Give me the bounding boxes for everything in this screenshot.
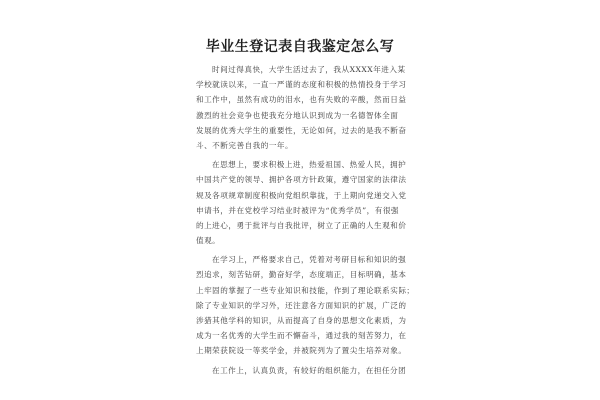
text-line: 斗、不断完善自我的一年。 bbox=[196, 140, 294, 150]
text-line: 上期荣获院设一等奖学金，并被院列为了置尖生培养对象。 bbox=[196, 346, 407, 356]
text-line: 规及各项规章制度积极向党组织靠拢，于上期向党递交入党 bbox=[196, 190, 407, 200]
document-body bbox=[196, 62, 415, 382]
document-title: 毕业生登记表自我鉴定怎么写 bbox=[205, 39, 395, 55]
paragraph bbox=[196, 157, 408, 248]
paragraph bbox=[196, 252, 415, 358]
text-line: 在思想上，要求积极上进，热爱祖国、热爱人民，拥护 bbox=[212, 160, 407, 170]
text-line: 中国共产党的领导、拥护各项方针政策，遵守国家的法律法 bbox=[196, 175, 407, 185]
text-line: 时间过得真快，大学生活过去了，我从XXXX年进入某 bbox=[212, 65, 406, 74]
text-line: 激烈的社会竞争也使我充分地认识到成为一名德智体全面 bbox=[196, 110, 399, 120]
text-line: 在工作上，认真负责，有较好的组织能力，在担任分团 bbox=[212, 365, 407, 375]
text-line: 值观。 bbox=[196, 236, 221, 246]
text-line: 在学习上，严格要求自己，凭着对考研目标和知识的强 bbox=[212, 255, 407, 265]
text-line: 涉猎其他学科的知识，从而提高了自身的思想文化素质，为 bbox=[196, 316, 407, 325]
text-line: 学校就读以来，一直一严谨的态度和积极的热情投身于学习 bbox=[196, 80, 407, 90]
paragraph bbox=[196, 363, 408, 378]
text-line: 成为一名优秀的大学生而不懈奋斗，通过我的刻苦努力，在 bbox=[196, 331, 407, 341]
text-line: 上牢固的掌握了一些专业知识和技能，作到了理论联系实际； bbox=[196, 285, 415, 295]
paragraph bbox=[196, 62, 408, 153]
text-line: 除了专业知识的学习外，还注意各方面知识的扩展，广泛的 bbox=[196, 300, 407, 310]
text-line: 的上进心，勇于批评与自我批评，树立了正确的人生观和价 bbox=[196, 220, 407, 230]
text-line: 和工作中，虽然有成功的泪水，也有失败的辛酸，然而日益 bbox=[196, 95, 407, 105]
text-line: 发展的优秀大学生的重要性，无论如何，过去的是我不断奋 bbox=[196, 125, 407, 135]
text-line: 申请书，并在党校学习结业时被评为“优秀学员”，有很强 bbox=[196, 205, 400, 215]
text-line: 烈追求，刻苦钻研，勤奋好学，态度端正，目标明确，基本 bbox=[196, 270, 407, 280]
